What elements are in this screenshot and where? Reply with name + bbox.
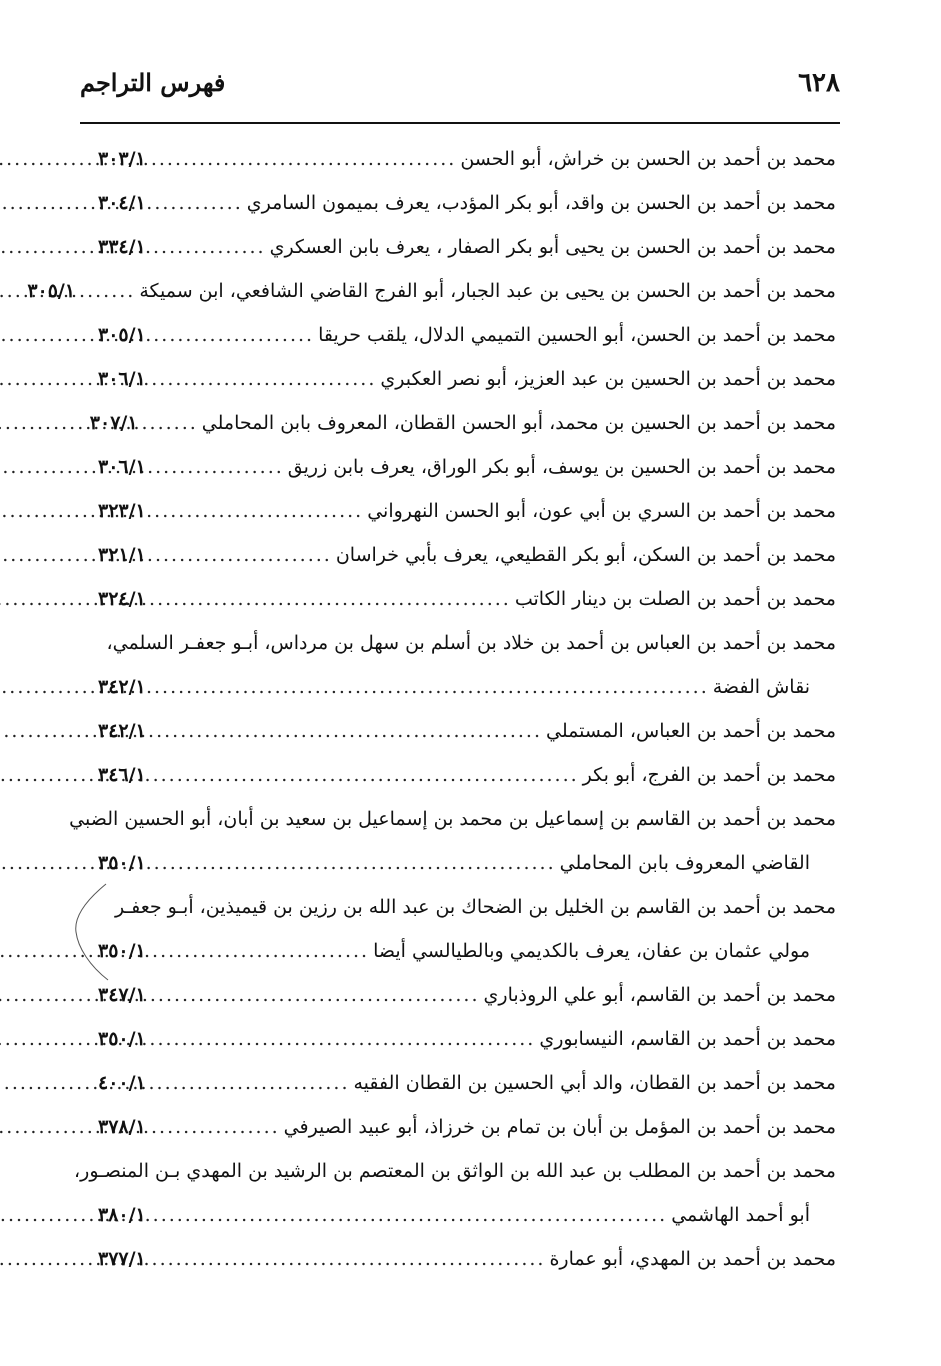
entry-name: محمد بن أحمد بن الحسن، أبو الحسين التميمي الدلال، يلقب حريقا <box>318 324 836 346</box>
entry-name: محمد بن أحمد بن القاسم، أبو علي الروذباري <box>483 984 836 1006</box>
entry-name: محمد بن أحمد بن العباس بن أحمد بن خلاد بن أسلم بن سهل بن مرداس، أبـو جعفـر السلمي، <box>106 632 836 654</box>
index-entry <box>98 181 836 225</box>
entry-line <box>98 489 836 533</box>
index-entry <box>98 1017 836 1061</box>
entry-line <box>74 1149 836 1193</box>
dot-leader <box>176 753 579 797</box>
index-entry <box>98 885 836 973</box>
dot-leader <box>105 269 135 313</box>
index-entry <box>98 577 836 621</box>
index-entry <box>98 357 836 401</box>
index-entry <box>98 313 836 357</box>
entry-reference: ٣٤٦/١ <box>98 764 146 786</box>
entry-line <box>98 665 836 709</box>
entry-name: محمد بن أحمد بن القاسم بن إسماعيل بن محمد بن إسماعيل بن سعيد بن أبان، أبو الحسين الضبي <box>69 808 836 830</box>
entry-name: محمد بن أحمد بن الفرج، أبو بكر <box>582 764 836 786</box>
entry-line <box>98 445 836 489</box>
entry-line <box>69 797 836 841</box>
header-rule <box>80 122 840 124</box>
index-entry <box>27 269 836 313</box>
entry-name: محمد بن أحمد بن القاسم بن الخليل بن الضحاك بن عبد الله بن رزين بن قيميذين، أبـو جعفـر <box>115 896 836 918</box>
index-entry <box>69 797 836 885</box>
index-entry <box>98 533 836 577</box>
entry-line <box>98 753 836 797</box>
entry-reference: ٣٥٠/١ <box>98 1028 146 1050</box>
dot-leader <box>168 401 198 445</box>
dot-leader <box>176 533 332 577</box>
entry-reference: ٣٠٥/١ <box>98 324 146 346</box>
dot-leader <box>176 137 456 181</box>
entry-reference: ٣٠٧/١ <box>89 412 138 434</box>
entry-reference: ٣٠٦/١ <box>98 368 146 390</box>
entry-reference: ٣٥٠/١ <box>98 940 146 962</box>
dot-leader <box>176 313 314 357</box>
entry-name: محمد بن أحمد بن القطان، والد أبي الحسين بن القطان الفقيه <box>353 1072 836 1094</box>
entry-name: محمد بن أحمد بن العباس، المستملي <box>545 720 836 742</box>
margin-bracket-mark <box>70 882 110 982</box>
entry-name: مولي عثمان بن عفان، يعرف بالكديمي وبالطيالسي أيضا <box>373 940 810 962</box>
index-entry <box>98 709 836 753</box>
entry-reference: ٤٠٠/١ <box>98 1072 146 1094</box>
entry-line <box>98 357 836 401</box>
entry-line <box>98 181 836 225</box>
entry-reference: ٣٥٠/١ <box>98 852 146 874</box>
dot-leader <box>176 841 556 885</box>
entry-reference: ٣٢٤/١ <box>98 588 146 610</box>
index-entry <box>98 1105 836 1149</box>
entry-line <box>98 533 836 577</box>
index-entry <box>74 1149 836 1237</box>
entry-reference: ٣٠٦/١ <box>98 456 146 478</box>
index-title: فهرس التراجم <box>80 68 226 97</box>
entry-line <box>98 1237 836 1281</box>
entry-line <box>98 885 836 929</box>
index-entry <box>98 489 836 533</box>
index-entry <box>98 137 836 181</box>
entry-line <box>98 1061 836 1105</box>
dot-leader <box>176 181 243 225</box>
dot-leader <box>176 577 511 621</box>
entry-reference: ٣٤٧/١ <box>98 984 146 1006</box>
entry-name: محمد بن أحمد بن الحسن بن يحيى بن عبد الجبار، أبو الفرج القاضي الشافعي، ابن سميكة <box>139 280 836 302</box>
dot-leader <box>176 665 709 709</box>
entry-name: محمد بن أحمد بن المطلب بن عبد الله بن الواثق بن المعتصم بن الرشيد بن المهدي بـن المنصـور، <box>74 1160 836 1182</box>
entry-line <box>98 709 836 753</box>
entry-name: محمد بن أحمد بن المؤمل بن أبان بن تمام بن خرزاذ، أبو عبيد الصيرفي <box>283 1116 836 1138</box>
entry-line <box>98 841 836 885</box>
entry-name: محمد بن أحمد بن السري بن أبي عون، أبو الحسن النهرواني <box>367 500 836 522</box>
entry-name: نقاش الفضة <box>712 676 810 698</box>
entry-name: محمد بن أحمد بن القاسم، النيسابوري <box>539 1028 836 1050</box>
index-entry <box>98 1237 836 1281</box>
index-entry <box>98 753 836 797</box>
index-entry <box>98 1061 836 1105</box>
dot-leader <box>176 1105 280 1149</box>
index-entry <box>98 621 836 709</box>
entry-line <box>27 269 836 313</box>
entry-name: محمد بن أحمد بن السكن، أبو بكر القطيعي، يعرف بأبي خراسان <box>335 544 836 566</box>
dot-leader <box>176 489 363 533</box>
entry-line <box>98 313 836 357</box>
entry-line <box>98 577 836 621</box>
entry-line <box>98 621 836 665</box>
entry-line <box>98 137 836 181</box>
dot-leader <box>176 1193 667 1237</box>
entry-line <box>98 1017 836 1061</box>
entry-name: محمد بن أحمد بن الصلت بن دينار الكاتب <box>514 588 836 610</box>
entry-reference: ٣٠٥/١ <box>27 280 76 302</box>
entry-name: محمد بن أحمد بن المهدي، أبو عمارة <box>549 1248 836 1270</box>
index-entry <box>98 973 836 1017</box>
entry-reference: ٣٤٢/١ <box>98 720 146 742</box>
entry-name: محمد بن أحمد بن الحسين بن يوسف، أبو بكر الوراق، يعرف بابن زريق <box>287 456 836 478</box>
dot-leader <box>176 1017 535 1061</box>
page-header <box>80 68 840 108</box>
entry-reference: ٣٤٢/١ <box>98 676 146 698</box>
entry-reference: ٣٠٣/١ <box>98 148 146 170</box>
entry-name: محمد بن أحمد بن الحسن بن يحيى أبو بكر الصفار ، يعرف بابن العسكري <box>269 236 836 258</box>
dot-leader <box>176 357 376 401</box>
dot-leader <box>176 973 480 1017</box>
entry-name: محمد بن أحمد بن الحسن بن خراش، أبو الحسن <box>460 148 836 170</box>
dot-leader <box>176 225 266 269</box>
dot-leader <box>176 929 369 973</box>
entry-name: القاضي المعروف بابن المحاملي <box>559 852 810 874</box>
entry-reference: ٣٢١/١ <box>98 544 146 566</box>
index-entries <box>27 137 836 1281</box>
entry-reference: ٣٧٧/١ <box>98 1248 146 1270</box>
entry-line <box>98 929 836 973</box>
dot-leader <box>176 445 284 489</box>
entry-name: محمد بن أحمد بن الحسن بن واقد، أبو بكر المؤدب، يعرف بميمون السامري <box>246 192 836 214</box>
index-entry <box>98 225 836 269</box>
entry-name: محمد بن أحمد بن الحسين بن عبد العزيز، أبو نصر العكبري <box>380 368 836 390</box>
entry-reference: ٣٣٤/١ <box>98 236 146 258</box>
entry-line <box>98 225 836 269</box>
entry-reference: ٣٠٤/١ <box>98 192 146 214</box>
entry-line <box>98 1105 836 1149</box>
entry-name: محمد بن أحمد بن الحسين بن محمد، أبو الحسن القطان، المعروف بابن المحاملي <box>201 412 836 434</box>
entry-line <box>98 1193 836 1237</box>
entry-line <box>89 401 836 445</box>
entry-reference: ٣٨٠/١ <box>98 1204 146 1226</box>
page-number: ٦٢٨ <box>798 68 840 98</box>
dot-leader <box>176 1237 545 1281</box>
entry-reference: ٣٢٣/١ <box>98 500 146 522</box>
dot-leader <box>176 1061 350 1105</box>
dot-leader <box>176 709 542 753</box>
index-entry <box>89 401 836 445</box>
entry-name: أبو أحمد الهاشمي <box>671 1204 810 1226</box>
entry-line <box>98 973 836 1017</box>
index-entry <box>98 445 836 489</box>
entry-reference: ٣٧٨/١ <box>98 1116 146 1138</box>
